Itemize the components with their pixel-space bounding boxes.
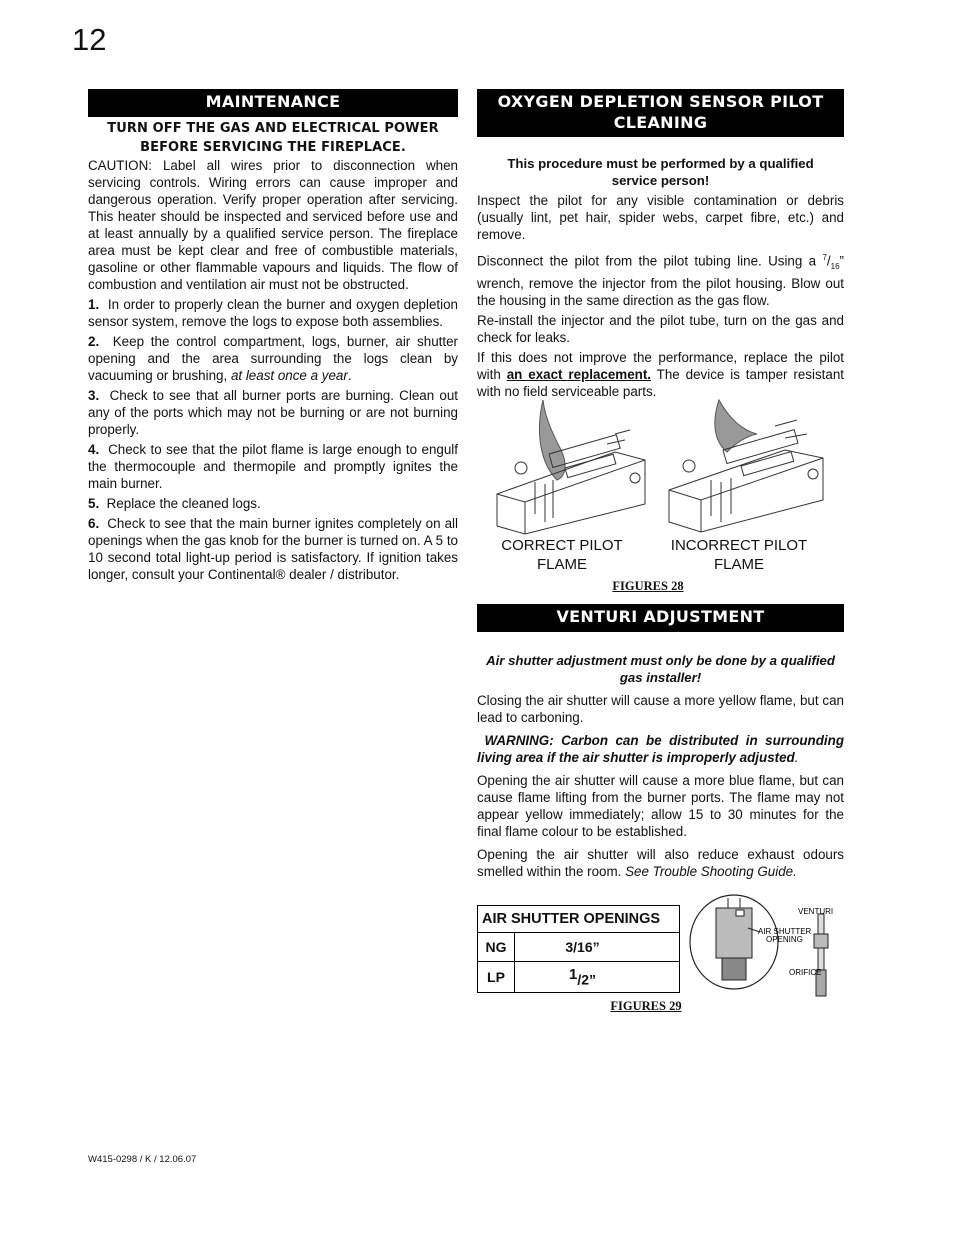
maintenance-step	[88, 333, 458, 384]
ods-paragraph-2: Disconnect the pilot from the pilot tubing line. Using a $^7/_{16}$” wrench, remove the injector from the pilot housing. Blow out the housing in the same direction as the gas flow.	[477, 253, 844, 309]
opening-label: OPENING	[766, 935, 803, 944]
step-text: In order to properly clean the burner and oxygen depletion sensor system, remove the logs to expose both assemblies.	[88, 297, 458, 329]
figure-29-caption: FIGURES 29	[610, 999, 682, 1013]
trouble-shooting-reference: See Trouble Shooting Guide.	[625, 864, 797, 879]
incorrect-label-line-2: FLAME	[713, 556, 764, 573]
gas-type-cell: NG	[478, 933, 515, 962]
step-number: 3.	[88, 388, 100, 403]
venturi-diagram	[688, 894, 840, 1000]
step-number: 4.	[88, 442, 100, 457]
ods-section	[477, 89, 844, 400]
venturi-notice: Air shutter adjustment must only be done by a qualified gas installer!	[486, 653, 835, 685]
venturi-section	[477, 604, 844, 880]
venturi-paragraph-1: Closing the air shutter will cause a more yellow flame, but can lead to carboning.	[477, 693, 844, 725]
air-shutter-table	[477, 905, 680, 993]
maintenance-step	[88, 296, 458, 330]
document-footer: W415-0298 / K / 12.06.07	[88, 1154, 197, 1165]
correct-pilot-flame-illustration	[497, 400, 645, 534]
ods-paragraph-3: Re-install the injector and the pilot tube, turn on the gas and check for leaks.	[477, 313, 844, 346]
caution-paragraph: CAUTION: Label all wires prior to disconnection when servicing controls. Wiring errors can cause improper and dangerous operation. Verify proper operation after servicing. This heater should be inspected and serviced before use and at least annually by a qualified service person. The fireplace area must be kept clear and free of combustible materials, gasoline or other flammable vapours and liquids. The flow of combustion and ventilation air must not be obstructed.	[88, 158, 458, 292]
correct-pilot-flame-label	[492, 536, 632, 574]
ods-p2-start: Disconnect the pilot from the pilot tubing line. Using a	[477, 253, 823, 269]
air-shutter-label: AIR SHUTTER	[758, 927, 812, 936]
maintenance-warning-line-2: BEFORE SERVICING THE FIREPLACE.	[140, 140, 406, 155]
venturi-paragraph-3	[477, 846, 844, 880]
table-row	[478, 933, 680, 962]
step-text: Check to see that the main burner ignites completely on all openings when the gas knob for the burner is turned on. A 5 to 10 second total light-up period is satisfactory. If ignition takes longer, consult your Continental® dealer / distributor.	[88, 516, 458, 582]
ods-heading-line-2: CLEANING	[613, 113, 708, 132]
ods-p4-end: The device is tamper resistant with no field serviceable parts.	[477, 367, 844, 400]
step-text: Replace the cleaned logs.	[106, 496, 261, 511]
fraction-numerator: 1	[568, 966, 578, 984]
venturi-heading: VENTURI ADJUSTMENT	[477, 604, 844, 632]
orifice-label: ORIFICE	[789, 968, 822, 977]
incorrect-label-line-1: INCORRECT PILOT	[670, 537, 808, 554]
fraction-rest: /2”	[577, 971, 597, 988]
step-emphasis: at least once a year	[230, 368, 348, 383]
fraction-denominator: 16	[830, 262, 840, 272]
page-number: 12	[72, 22, 107, 57]
maintenance-warning	[88, 119, 458, 157]
venturi-warning-text: WARNING: Carbon can be distributed in surrounding living area if the air shutter is improperly adjusted	[477, 733, 844, 765]
incorrect-pilot-flame-label	[660, 536, 818, 574]
venturi-label: VENTURI	[798, 907, 834, 916]
pilot-flame-figures	[495, 394, 835, 536]
venturi-warning: WARNING: Carbon can be distributed in surrounding living area if the air shutter is improperly adjusted.	[477, 733, 844, 765]
ods-paragraph-1: Inspect the pilot for any visible contamination or debris (usually lint, pet hair, spider webs, carpet fibre, etc.) and remove.	[477, 193, 844, 242]
step-end: .	[347, 368, 352, 383]
ods-heading	[477, 89, 844, 137]
ods-paragraph-4	[477, 349, 844, 400]
step-text: Keep the control compartment, logs, burner, air shutter opening and the area surrounding the logs clean by vacuuming or brushing,	[88, 334, 458, 383]
step-text: Check to see that all burner ports are burning. Clean out any of the ports which may not be burning or are not burning properly.	[88, 388, 458, 437]
step-number: 2.	[88, 334, 100, 349]
fraction-numerator: 7	[822, 253, 827, 262]
maintenance-step	[88, 387, 458, 438]
figure-28-caption: FIGURES 28	[612, 579, 684, 593]
ods-p4-start: If this does not improve the performance, replace the pilot with	[477, 350, 844, 383]
correct-label-line-2: FLAME	[536, 556, 587, 573]
step-number: 6.	[88, 516, 100, 531]
table-header-row	[478, 906, 680, 933]
maintenance-step	[88, 515, 458, 583]
venturi-paragraph-2: Opening the air shutter will cause a more blue flame, but can cause flame lifting from the burner ports. The flame may not appear yellow immediately; allow 15 to 30 minutes for the final flame colour to be established.	[477, 773, 844, 839]
incorrect-pilot-flame-illustration	[669, 400, 823, 532]
ods-p2-end: ” wrench, remove the injector from the pilot housing. Blow out the housing in the same direction as the gas flow.	[477, 253, 844, 309]
step-text: Check to see that the pilot flame is large enough to engulf the thermocouple and thermopile and promptly ignites the main burner.	[88, 442, 458, 491]
maintenance-warning-line-1: TURN OFF THE GAS AND ELECTRICAL POWER	[107, 121, 439, 136]
table-row	[478, 962, 680, 993]
maintenance-step	[88, 495, 458, 512]
maintenance-step	[88, 441, 458, 492]
ods-notice: This procedure must be performed by a qualified service person!	[507, 156, 814, 188]
gas-type-cell: LP	[478, 962, 515, 993]
opening-value-cell: 3/16”	[515, 933, 680, 962]
correct-label-line-1: CORRECT PILOT	[501, 537, 623, 554]
venturi-p3-start: Opening the air shutter will also reduce exhaust odours smelled within the room.	[477, 847, 844, 879]
maintenance-section	[88, 89, 458, 583]
step-number: 1.	[88, 297, 100, 312]
exact-replacement-emphasis: an exact replacement.	[506, 367, 652, 383]
table-title: AIR SHUTTER OPENINGS	[478, 906, 680, 933]
step-number: 5.	[88, 496, 100, 511]
maintenance-heading: MAINTENANCE	[88, 89, 458, 117]
opening-value-cell	[515, 962, 680, 993]
ods-heading-line-1: OXYGEN DEPLETION SENSOR PILOT	[497, 92, 824, 111]
